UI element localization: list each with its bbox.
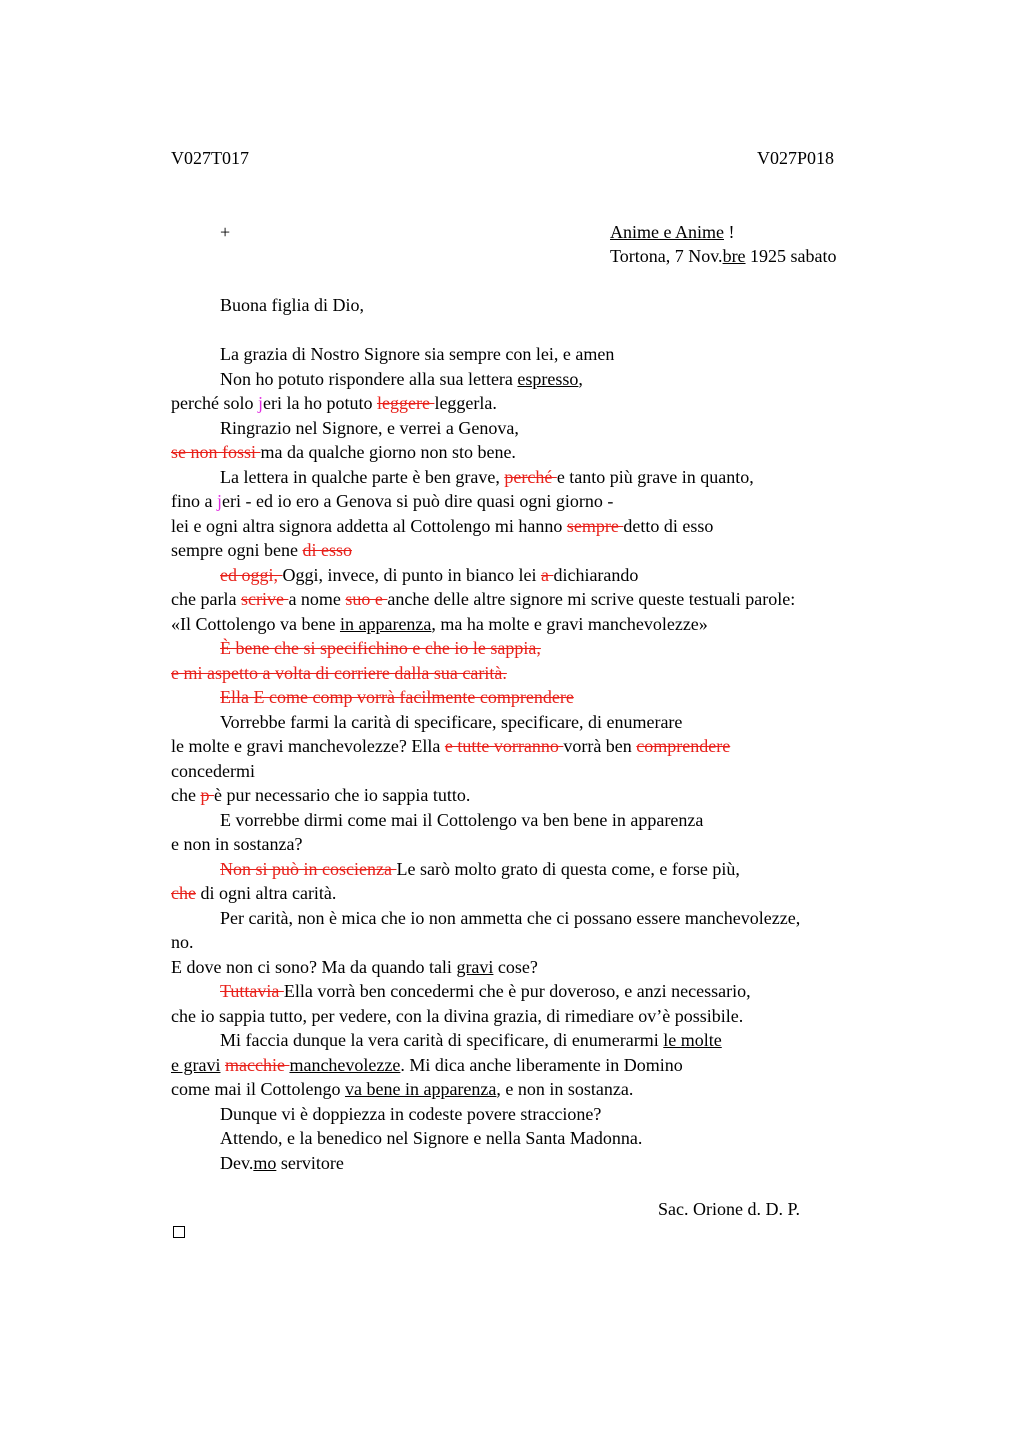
struck-text: comprendere (636, 736, 731, 756)
letter-line (220, 1102, 601, 1126)
line-text: Oggi, invece, di punto in bianco lei (282, 564, 541, 585)
line-text: eri la ho potuto (262, 393, 377, 413)
letter-line (171, 538, 352, 562)
letter-line (220, 367, 583, 391)
signature: Sac. Orione d. D. P. (658, 1199, 800, 1219)
line-text: , (578, 368, 583, 389)
struck-text: a (540, 564, 554, 585)
line-text: Mi faccia dunque la vera carità di specificare, di enumerarmi (220, 1030, 664, 1050)
line-text: dichiarando (553, 564, 639, 585)
letter-line (171, 759, 255, 783)
letter-line (171, 489, 613, 513)
struck-text: e mi aspetto a volta di corriere dalla sua carità. (171, 662, 507, 683)
line-text: vorrà ben (563, 736, 637, 756)
struck-text: se non fossi (171, 442, 261, 462)
letter-line (220, 416, 519, 440)
line-text: eri - ed io ero a Genova si può dire quasi ogni giorno - (222, 491, 614, 511)
right-archive-code: V027P018 (757, 148, 835, 168)
end-square-icon (173, 1226, 185, 1238)
line-text: a nome (288, 589, 346, 609)
line-text: . Mi dica anche liberamente in Domino (400, 1054, 683, 1075)
line-text: le molte e gravi manchevolezze? Ella (171, 736, 445, 756)
line-text: perché solo (171, 393, 258, 413)
letter-line (220, 906, 800, 930)
date-year-day: 1925 sabato (745, 246, 837, 266)
line-text: La grazia di Nostro Signore sia sempre con lei, e amen (220, 344, 615, 364)
line-text: , ma ha molte e gravi manchevolezze» (431, 613, 708, 634)
date-place: Tortona, 7 Nov. (610, 246, 723, 266)
letter-line (220, 563, 638, 587)
line-text: come mai il Cottolengo (171, 1079, 345, 1099)
letter-line (171, 1053, 683, 1077)
letter-line (220, 685, 574, 709)
line-text: , e non in sostanza. (496, 1079, 634, 1099)
letter-line (220, 1151, 344, 1175)
underlined-text: manchevolezze (289, 1054, 401, 1075)
line-text: ma da qualche giorno non sto bene. (260, 442, 516, 462)
struck-text: macchie (224, 1054, 290, 1075)
letter-line (220, 710, 682, 734)
underlined-text: in apparenza (339, 613, 432, 634)
struck-text: sempre (566, 515, 624, 536)
struck-text: Ella E come comp vorrà facilmente comprendere (220, 687, 574, 707)
line-text: concedermi (171, 760, 255, 781)
line-text: Non ho potuto rispondere alla sua lettera (220, 368, 518, 389)
line-text: Ella vorrà ben concedermi che è pur doveroso, e anzi necessario, (283, 981, 751, 1001)
struck-text: e tutte vorranno (444, 736, 564, 756)
line-text: «Il Cottolengo va bene (171, 613, 340, 634)
struck-text: scrive (240, 589, 289, 609)
struck-text: ed oggi, (220, 564, 283, 585)
struck-text: p (200, 785, 214, 805)
letter-line (171, 587, 795, 611)
line-text: Ringrazio nel Signore, e verrei a Genova, (220, 417, 519, 438)
letter-line (171, 930, 194, 954)
letter-line (171, 881, 336, 905)
struck-text: È bene che si specifichino e che io le sappia, (220, 638, 541, 658)
letter-line (220, 808, 703, 832)
line-text: che io sappia tutto, per vedere, con la divina grazia, di rimediare ov’è possibile. (171, 1005, 744, 1026)
line-text: E dove non ci sono? Ma da quando tali (171, 956, 457, 977)
line-text: La lettera in qualche parte è ben grave, (220, 466, 505, 487)
cross-mark: + (220, 222, 231, 242)
line-text: Per carità, non è mica che io non ammetta che ci possano essere manchevolezze, (220, 907, 801, 928)
letter-line (171, 612, 708, 636)
letter-line (171, 1004, 743, 1028)
letter-line (220, 857, 740, 881)
line-text: detto di esso (623, 515, 714, 536)
line-text: anche delle altre signore mi scrive queste testuali parole: (387, 589, 796, 609)
struck-text: di esso (302, 540, 352, 560)
letter-line (220, 1126, 642, 1150)
left-archive-code: V027T017 (171, 148, 249, 168)
letter-line (220, 342, 614, 366)
struck-text: Non si può in coscienza (220, 858, 397, 879)
line-text: Le sarò molto grato di questa come, e forse più, (396, 858, 740, 879)
line-text: che parla (171, 589, 241, 609)
line-text: che (171, 785, 201, 805)
letter-line (171, 1077, 633, 1101)
underlined-text: espresso (517, 368, 579, 389)
line-text: e non in sostanza? (171, 834, 303, 854)
letter-line (171, 783, 470, 807)
struck-text: Tuttavia (220, 981, 284, 1001)
salutation: Buona figlia di Dio, (220, 295, 364, 315)
line-text: fino a (171, 491, 217, 511)
letter-line (171, 440, 516, 464)
underlined-text: e gravi (171, 1054, 221, 1075)
underlined-text: mo (253, 1152, 277, 1173)
highlighted-text: j (216, 491, 222, 511)
line-text: Attendo, e la benedico nel Signore e nella Santa Madonna. (220, 1128, 643, 1148)
struck-text: che (171, 883, 196, 903)
letter-line (220, 1028, 722, 1052)
struck-text: suo e (345, 589, 388, 609)
letter-line (171, 391, 497, 415)
letter-title (610, 220, 734, 244)
underlined-text: le molte (663, 1030, 722, 1050)
underlined-text: gravi (456, 956, 494, 977)
struck-text: leggere (376, 393, 435, 413)
letter-line (220, 465, 754, 489)
line-text: di ogni altra carità. (195, 883, 337, 903)
struck-text: perché (504, 466, 557, 487)
letter-title-text: Anime e Anime (610, 222, 724, 242)
line-text: leggerla. (434, 393, 497, 413)
line-text: cose? (493, 956, 538, 977)
line-text: sempre ogni bene (171, 540, 303, 560)
line-text: lei e ogni altra signora addetta al Cottolengo mi hanno (171, 515, 567, 536)
line-text: Dunque vi è doppiezza in codeste povere straccione? (220, 1103, 602, 1124)
letter-date (610, 244, 837, 268)
letter-line (171, 832, 302, 856)
line-text: Dev. (220, 1152, 254, 1173)
letter-line (220, 636, 541, 660)
letter-title-mark: ! (723, 222, 735, 242)
underlined-text: va bene in apparenza (344, 1079, 497, 1099)
line-text: e tanto più grave in quanto, (556, 466, 754, 487)
line-text: Vorrebbe farmi la carità di specificare, specificare, di enumerare (220, 711, 683, 732)
letter-line (171, 514, 713, 538)
line-text: servitore (276, 1152, 344, 1173)
line-text: no. (171, 932, 194, 952)
highlighted-text: j (257, 393, 263, 413)
letter-line (171, 661, 507, 685)
line-text: è pur necessario che io sappia tutto. (213, 785, 471, 805)
letter-line (171, 734, 730, 758)
letter-line (171, 955, 538, 979)
date-month-suffix: bre (722, 246, 746, 266)
letter-line (220, 979, 751, 1003)
line-text: E vorrebbe dirmi come mai il Cottolengo va ben bene in apparenza (220, 809, 704, 830)
